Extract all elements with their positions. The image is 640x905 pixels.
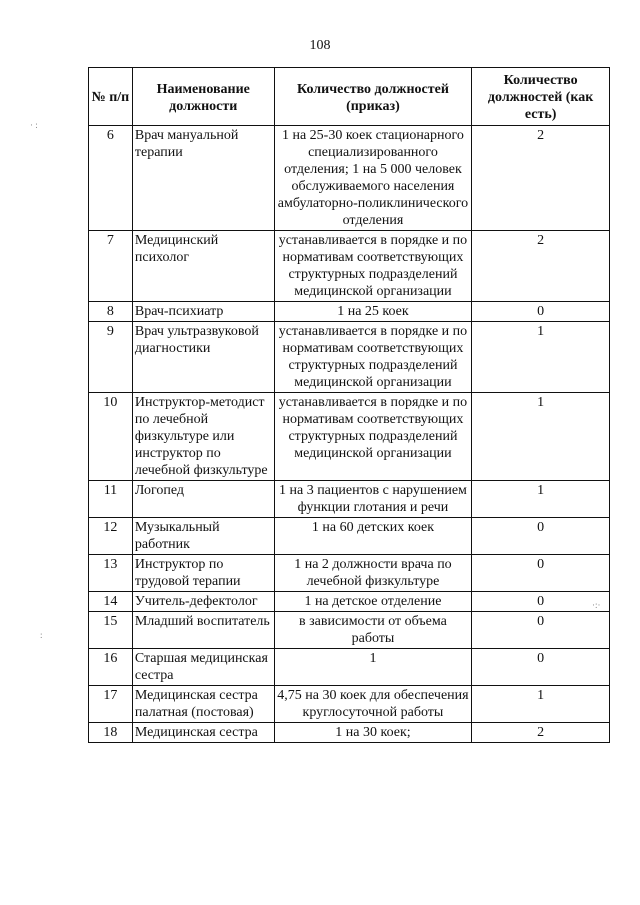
row-order-count: устанавливается в порядке и по нормативам соответствующих структурных подразделений медицинской организации [274, 231, 472, 302]
row-actual-count: 2 [472, 723, 610, 743]
row-position-name: Медицинский психолог [132, 231, 274, 302]
scan-speck: : [40, 630, 43, 640]
table-row [89, 723, 610, 743]
row-actual-count: 0 [472, 518, 610, 555]
row-num: 16 [89, 649, 133, 686]
scan-speck: · : [30, 120, 38, 130]
row-position-name: Учитель-дефектолог [132, 592, 274, 612]
row-position-name: Инструктор-методист по лечебной физкультуре или инструктор по лечебной физкультуре [132, 393, 274, 481]
page-number: 108 [309, 38, 331, 53]
row-actual-count: 0 [472, 302, 610, 322]
row-order-count: 1 на 30 коек; [274, 723, 472, 743]
staffing-table [88, 67, 610, 743]
row-order-count: устанавливается в порядке и по нормативам соответствующих структурных подразделений медицинской организации [274, 393, 472, 481]
header-actual: Количество должностей (как есть) [472, 68, 610, 126]
row-position-name: Младший воспитатель [132, 612, 274, 649]
row-num: 15 [89, 612, 133, 649]
row-num: 8 [89, 302, 133, 322]
table-row [89, 302, 610, 322]
row-order-count: 1 на 2 должности врача по лечебной физкультуре [274, 555, 472, 592]
row-order-count: 1 на 25-30 коек стационарного специализированного отделения; 1 на 5 000 человек обслуживаемого населения амбулаторно-поликлинического отделения [274, 126, 472, 231]
row-position-name: Врач-психиатр [132, 302, 274, 322]
row-actual-count: 2 [472, 231, 610, 302]
row-num: 17 [89, 686, 133, 723]
header-name: Наименование должности [132, 68, 274, 126]
row-order-count: 1 на 25 коек [274, 302, 472, 322]
row-order-count: 1 на 3 пациентов с нарушением функции глотания и речи [274, 481, 472, 518]
table-row [89, 686, 610, 723]
row-position-name: Врач ультразвуковой диагностики [132, 322, 274, 393]
scan-speck: ·:· [592, 600, 601, 610]
row-order-count: в зависимости от объема работы [274, 612, 472, 649]
row-num: 11 [89, 481, 133, 518]
row-actual-count: 1 [472, 481, 610, 518]
row-position-name: Медицинская сестра палатная (постовая) [132, 686, 274, 723]
row-order-count: 4,75 на 30 коек для обеспечения круглосуточной работы [274, 686, 472, 723]
row-position-name: Врач мануальной терапии [132, 126, 274, 231]
row-actual-count: 0 [472, 649, 610, 686]
row-order-count: 1 на 60 детских коек [274, 518, 472, 555]
header-order: Количество должностей (приказ) [274, 68, 472, 126]
table-row [89, 612, 610, 649]
table-row [89, 592, 610, 612]
row-num: 13 [89, 555, 133, 592]
table-row [89, 126, 610, 231]
row-position-name: Логопед [132, 481, 274, 518]
row-num: 7 [89, 231, 133, 302]
row-num: 14 [89, 592, 133, 612]
row-num: 12 [89, 518, 133, 555]
row-order-count: 1 на детское отделение [274, 592, 472, 612]
table-row [89, 555, 610, 592]
row-num: 18 [89, 723, 133, 743]
row-actual-count: 1 [472, 686, 610, 723]
table-row [89, 481, 610, 518]
row-position-name: Медицинская сестра [132, 723, 274, 743]
table-row [89, 231, 610, 302]
row-position-name: Инструктор по трудовой терапии [132, 555, 274, 592]
row-actual-count: 0 [472, 612, 610, 649]
table-row [89, 518, 610, 555]
row-num: 9 [89, 322, 133, 393]
row-actual-count: 0 [472, 592, 610, 612]
row-order-count: 1 [274, 649, 472, 686]
row-actual-count: 2 [472, 126, 610, 231]
row-actual-count: 0 [472, 555, 610, 592]
row-position-name: Музыкальный работник [132, 518, 274, 555]
row-actual-count: 1 [472, 393, 610, 481]
row-num: 10 [89, 393, 133, 481]
row-num: 6 [89, 126, 133, 231]
header-num: № п/п [89, 68, 133, 126]
table-row [89, 322, 610, 393]
row-order-count: устанавливается в порядке и по нормативам соответствующих структурных подразделений медицинской организации [274, 322, 472, 393]
row-position-name: Старшая медицинская сестра [132, 649, 274, 686]
table-header-row [89, 68, 610, 126]
row-actual-count: 1 [472, 322, 610, 393]
table-row [89, 393, 610, 481]
table-row [89, 649, 610, 686]
